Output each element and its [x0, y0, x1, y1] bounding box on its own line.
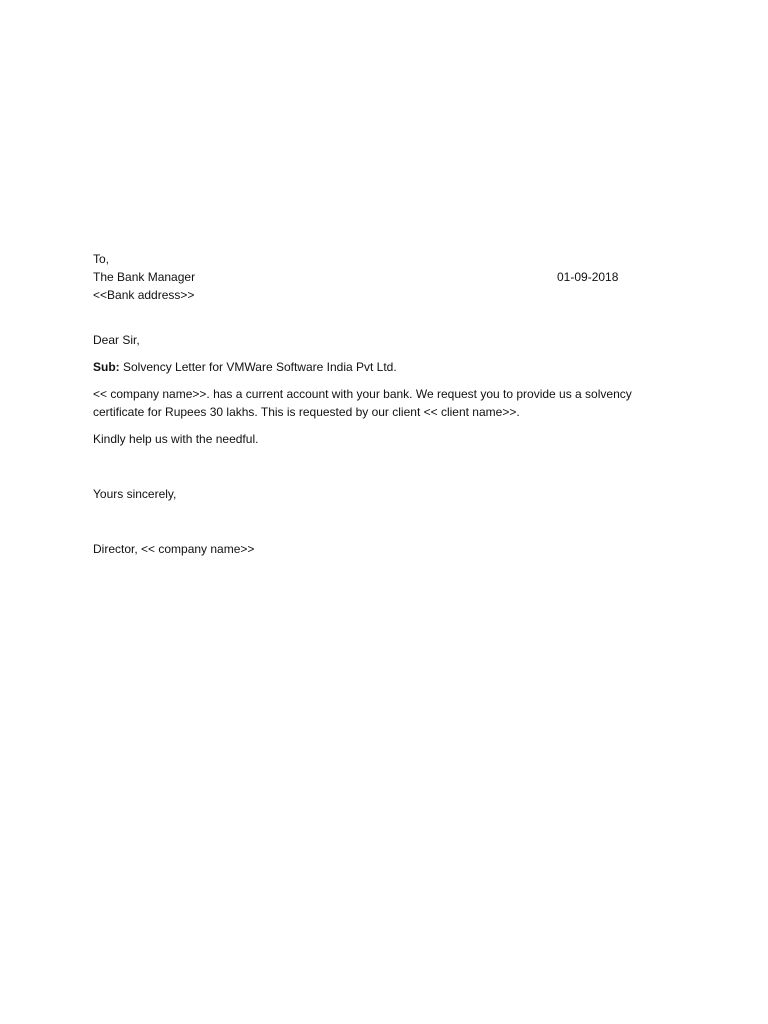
body-line-1: << company name>>. has a current account with your bank. We request you to provide us a solvency — [93, 387, 632, 401]
salutation: Dear Sir, — [93, 333, 140, 347]
signature-line: Director, << company name>> — [93, 542, 255, 556]
subject-label: Sub: — [93, 360, 120, 374]
subject-text: Solvency Letter for VMWare Software India Pvt Ltd. — [119, 360, 397, 374]
recipient-line: The Bank Manager — [93, 270, 196, 284]
letter-date: 01-09-2018 — [557, 270, 619, 284]
closing-line: Yours sincerely, — [93, 487, 177, 501]
bank-address-line: <<Bank address>> — [93, 288, 195, 302]
subject-line — [93, 359, 397, 375]
request-line: Kindly help us with the needful. — [93, 432, 259, 446]
to-line: To, — [93, 252, 110, 266]
body-line-2: certificate for Rupees 30 lakhs. This is requested by our client << client name>>. — [93, 405, 520, 419]
